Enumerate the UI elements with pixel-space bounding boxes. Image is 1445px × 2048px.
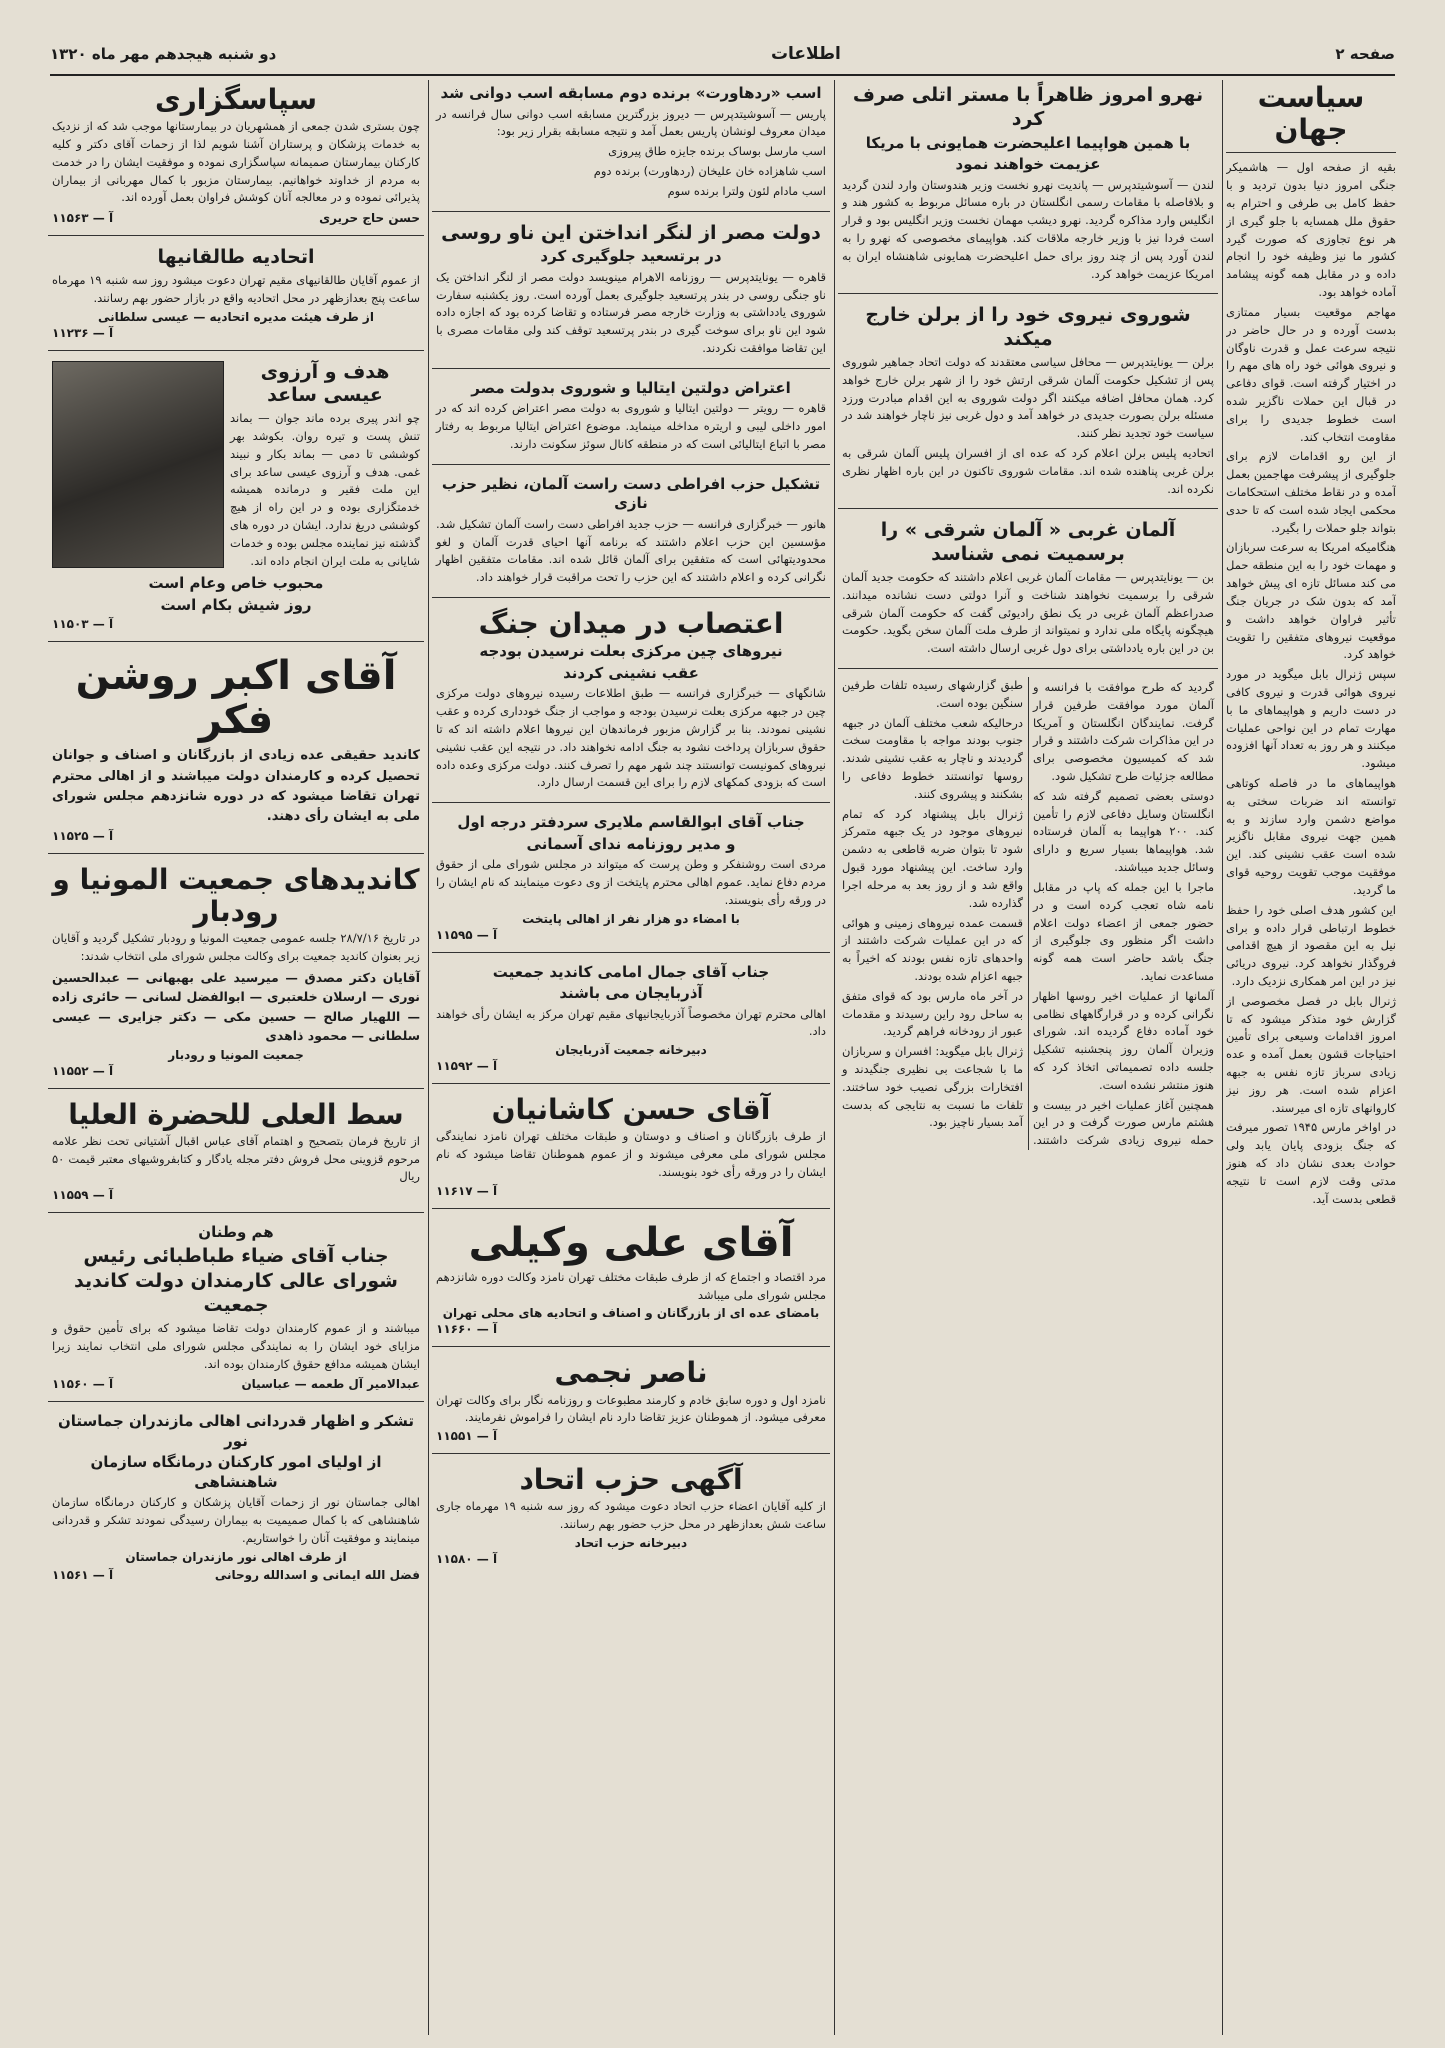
- ad-signature: با امضاء دو هزار نفر از اهالی پایتخت: [522, 911, 740, 926]
- article-body: بن — یونایتدپرس — مقامات آلمان غربی اعلام داشتند که حکومت جدید آلمان شرقی را برسمیت نخواهند شناخت و آنرا دولتی دست نشانده میدانند. صدراعظم آلمان غربی در یک نطق رادیوئی گفت که حکومت آلمان شرقی هیچگونه پایگاه ملی ندارد و نمیتواند از طرف ملت آلمان سخن بگوید. حکومت بن در این باره یادداشتی برای دول غربی ارسال داشته است.: [842, 569, 1214, 656]
- ad-body: از تاریخ فرمان بتصحیح و اهتمام آقای عباس اقبال آشتیانی تحت نظر علامه مرحوم قزوینی محل فروش دفتر مجله یادگار و کتابفروشیهای معتبر قیمت ۵۰ ریال: [52, 1133, 420, 1184]
- ad-body: کاندید حقیقی عده زیادی از بازرگانان و اصناف و جوانان تحصیل کرده و کارمندان دولت میباشند و از اهالی محترم تهران تقاضا میشود که در دوره شانزدهم مجلس شورای ملی به ایشان رأی دهند.: [52, 748, 420, 824]
- ad-saed: [48, 357, 424, 636]
- ad-title: ناصر نجمی: [554, 1356, 708, 1390]
- paragraph: آلمانها از عملیات اخیر روسها اظهار نگرانی کرده و در قرارگاههای نظامی خود آماده دفاع گردیده اند. شورای وزیران آلمان روز پنجشنبه تشکیل جلسه داده تصمیماتی اتخاذ کرد که هنوز منتشر نشده است.: [1033, 988, 1214, 1092]
- ad-title: از اولیای امور کارکنان درمانگاه سازمان شاهنشاهی: [90, 1453, 382, 1491]
- column-world-politics: [1226, 80, 1396, 2030]
- article-body: برلن — یونایتدپرس — محافل سیاسی معتقدند که دولت اتحاد جماهیر شوروی پس از تشکیل حکومت آلمان شرقی ارتش خود را از شهر برلن خارج خواهد کرد. همان محافل اضافه میکنند اگر دولت شوروی به این اقدام مبادرت ورزد مسئله برلن بصورت جدیدی در خواهد آمد و دول غربی نیز ناچار خواهند شد در سیاست خود تجدید نظر کنند.: [842, 354, 1214, 441]
- article-soviet-berlin: [838, 300, 1218, 502]
- paragraph: دوستی بعضی تصمیم گرفته شد که انگلستان وسایل دفاعی لازم را تأمین کند. ۲۰۰ هواپیما به آلمان فرستاده شد. هواپیماها بسیار سریع و دارای وسائل جدید میباشند.: [1033, 788, 1214, 875]
- article-title: شوروی نیروی خود را از برلن خارج میکند: [865, 304, 1191, 351]
- article-west-germany: [838, 515, 1218, 662]
- ad-body: از طرف بازرگانان و اصناف و دوستان و طبقات مختلف تهران نامزد نمایندگی مجلس شورای ملی معرفی میشوند و از عموم هموطنان تقاضا میشود که نام ایشان را در ورقه رأی خود بنویسند.: [436, 1129, 826, 1179]
- ad-kashanian: [432, 1090, 830, 1202]
- ad-slogan: محبوب خاص وعام است: [148, 574, 324, 593]
- ad-signature: دبیرخانه جمعیت آذربایجان: [555, 1043, 707, 1058]
- ad-mazandaran: [48, 1408, 424, 1585]
- ad-title: کاندیدهای جمعیت المونیا و رودبار: [52, 863, 420, 929]
- ad-alamut: [48, 860, 424, 1082]
- ad-title: آقای علی وکیلی: [468, 1219, 794, 1266]
- ad-body: از عموم آقایان طالقانیهای مقیم تهران دعوت میشود روز سه شنبه ۱۹ مهرماه ساعت پنج بعدازظهر در محل اتحادیه واقع در بازار حضور بهم رسانند.: [52, 273, 420, 305]
- ad-code: آ — ۱۱۵۰۳: [52, 617, 114, 632]
- ad-title: آقای حسن کاشانیان: [491, 1093, 771, 1127]
- article-body: شانگهای — خبرگزاری فرانسه — طبق اطلاعات رسیده نیروهای دولت مرکزی چین در جبهه مرکزی بعلت نرسیدن بودجه و مواجب از جنگ خودداری کرده و عقب نشینی نمودند. بنا بر گزارش مزبور فرماندهان این نیروها اعلام داشته اند که تا حقوق سربازان پرداخت نشود به جنگ ادامه نخواهند داد. در نتیجه این عقب نشینی نیروهای کمونیست توانستند چند شهر مهم را تصرف کنند. دولت مرکزی وعده داده است که بزودی کمکهای لازم را برای این قسمت ارسال دارد.: [436, 686, 826, 790]
- ad-code: آ — ۱۱۲۳۶: [52, 325, 114, 340]
- ad-title: اتحادیه طالقانیها: [157, 246, 315, 269]
- ad-body: چو اندر پیری برده ماند جوان — بماند تنش پست و تیره روان. بکوشد بهر کوششی تا دمی — بماند بکار و نبیند غمی. هدف و آرزوی عیسی ساعد برای این ملت فقیر و درمانده همیشه خدمتگزاری بوده و در این راه از هیچ کوششی دریغ ندارد. ایشان در دوره های گذشته نیز نماینده مجلس بوده و خدمات شایانی به ملت ایران انجام داده اند.: [230, 411, 420, 568]
- paragraph: قسمت عمده نیروهای زمینی و هوائی که در این عملیات شرکت داشتند از واحدهای تازه نفس بودند که اخیراً به جبهه اعزام شده بودند.: [842, 915, 1023, 983]
- article-subtitle: با همین هواپیما اعلیحضرت همایونی با مریکا: [865, 133, 1191, 152]
- ad-slogan: روز شیش بکام است: [160, 595, 312, 614]
- ad-roshanfekr: [48, 648, 424, 847]
- ad-code: آ — ۱۱۵۶۳: [52, 211, 114, 226]
- ad-body: میباشند و از عموم کارمندان دولت تقاضا میشود که برای تأمین حقوق و مزایای خود ایشان را به نمایندگی مجلس شورای ملی انتخاب نمایند زیرا ایشان همیشه مدافع حقوق کارمندان بوده اند.: [52, 1320, 420, 1371]
- paragraph: بقیه از صفحه اول — هاشمیکر جنگی امروز دنیا بدون تردید و با حفظ کامل بی طرفی و احترام به حقوق ملل همسایه با جلو گیری از هر نوع تجاوزی که صورت گیرد کشور ما نیز وظیفه خود را انجام داده و در مقابل همه گونه پیشامد آماده خواهد بود.: [1226, 160, 1396, 300]
- ad-body: مرد اقتصاد و اجتماع که از طرف طبقات مختلف تهران نامزد وکالت دوره شانزدهم مجلس شورای ملی میباشد: [436, 1269, 826, 1302]
- paragraph: مهاجم موقعیت بسیار ممتازی بدست آورده و در حال حاضر در نتیجه سرعت عمل و قدرت ناوگان و نیروی هوائی خود راه های مهم را در اختیار گرفته است. قوای دفاعی در قبال این حملات ناگزیر شده است خطوط جدیدی را برای مقاومت انتخاب کند.: [1226, 304, 1396, 444]
- article-body: پاریس — آسوشیتدپرس — دیروز بزرگترین مسابقه اسب دوانی سال فرانسه در میدان معروف لونشان پاریس بعمل آمد و نتیجه مسابقه بقرار زیر بود:: [436, 106, 826, 139]
- article-subtitle: نیروهای چین مرکزی بعلت نرسیدن بودجه: [479, 642, 783, 661]
- ad-title: سپاسگزاری: [154, 83, 318, 116]
- article-title: دولت مصر از لنگر انداختن این ناو روسی: [441, 221, 821, 244]
- ad-title: آقای اکبر روشن فکر: [75, 653, 397, 744]
- ad-code: آ — ۱۱۵۸۰: [436, 1552, 498, 1567]
- ad-vakili: [432, 1215, 830, 1341]
- ad-code: آ — ۱۱۵۶۱: [52, 1567, 114, 1582]
- ad-title: جناب آقای جمال امامی کاندید جمعیت: [492, 962, 770, 981]
- race-result: اسب مارسل بوساک برنده جایزه طاق پیروزی: [608, 144, 826, 159]
- ad-code: آ — ۱۱۵۹۵: [436, 927, 498, 942]
- paragraph: درحالیکه شعب مختلف آلمان در جبهه جنوب بودند مواجه با مقاومت سخت گردیدند و ناچار به عقب نشینی شدند. روسها توانستند خطوط دفاعی را بشکنند و پیشروی کنند.: [842, 715, 1023, 801]
- article-nehru: [838, 80, 1218, 287]
- ad-signature: عبدالامیر آل طعمه — عباسیان: [241, 1377, 420, 1392]
- paragraph: هنگامیکه امریکا به سرعت سربازان و مهمات خود را به این منطقه حمل می کند مسائل تازه ای پیش خواهد آمد که بدون شک در جریان جنگ تأثیر فراوان خواهد داشت و موقعیت نیروهای متفقین را تقویت خواهد کرد.: [1226, 540, 1396, 662]
- ad-malayeri: [432, 809, 830, 945]
- ad-book: [48, 1095, 424, 1207]
- paragraph: هواپیماهای ما در فاصله کوتاهی توانسته اند ضربات سختی به مواضع دشمن وارد سازند و به همین جهت نیروی مقابل ناگزیر شده است عقب نشینی کند. این موفقیت موجب تقویت روحیه قوای ما گردید.: [1226, 776, 1396, 897]
- page-number: صفحه ۲: [1335, 45, 1395, 63]
- ad-code: آ — ۱۱۵۶۰: [52, 1377, 114, 1392]
- article-title: آلمان غربی « آلمان شرقی » را برسمیت نمی شناسد: [880, 519, 1176, 566]
- ad-body: نامزد اول و دوره سابق خادم و کارمند مطبوعات و روزنامه نگار برای وکالت تهران معرفی میشود. از هموطنان عزیز تقاضا دارد نام ایشان را فراموش نفرمایند.: [436, 1392, 826, 1425]
- article-title: نهرو امروز ظاهراً با مستر اتلی صرف کرد: [852, 84, 1204, 130]
- ad-signature: از طرف اهالی نور مازندران جماستان: [125, 1549, 347, 1564]
- candidate-names: آقایان دکتر مصدق — میرسید علی بهبهانی — عبدالحسین نوری — ارسلان خلعتبری — ابوالفضل لسانی — حائری زاده — اللهیار صالح — حسین مکی — دکتر جزایری — عیسی سلطانی — محمود ذاهدی: [52, 970, 420, 1044]
- ad-code: آ — ۱۱۶۶۰: [436, 1322, 498, 1337]
- paragraph: این کشور هدف اصلی خود را حفظ خطوط ارتباطی قرار داده و برای نیل به این مقصود از هیچ اقدامی فروگذار نخواهد کرد. نیروی دریائی نیز در این امر همکاری نزدیک دارد.: [1226, 902, 1396, 988]
- paragraph: ماجرا با این جمله که پاپ در مقابل نامه شاه تعجب کرده است و در حضور جمعی از اعضاء دولت اعلام داشت اگر منظور وی جلوگیری از جنگ باشد حاضر است همه گونه مساعدت نماید.: [1033, 879, 1214, 983]
- column-news-2: [838, 80, 1218, 2030]
- article-subtitle: در برتسعید جلوگیری کرد: [540, 247, 722, 266]
- ad-signature: حسن حاج حریری: [319, 211, 420, 226]
- ad-code: آ — ۱۱۵۵۱: [436, 1429, 498, 1444]
- ad-title: آگهی حزب اتحاد: [519, 1463, 743, 1497]
- ad-signature: بامضای عده ای از بازرگانان و اصناف و اتحادیه های محلی تهران: [442, 1306, 820, 1321]
- column-rule: [428, 80, 429, 2035]
- article-title: اعتصاب در میدان جنگ: [478, 607, 784, 641]
- paragraph: از این رو اقدامات لازم برای جلوگیری از پیشرفت مهاجمین بعمل آمده و در نقاط مختلف استحکامات محکمی ایجاد شده است که تا حدی بتواند جلو حملات را بگیرد.: [1226, 449, 1396, 535]
- article-body: قاهره — رویتر — دولتین ایتالیا و شوروی به دولت مصر اعتراض کرده اند که در امور داخلی لیبی و اریتره مداخله مینماید. موضوع اعتراض ایتالیا مربوط به رفتار مصر با اتباع ایتالیائی است که در منطقه کانال سوئز سکونت دارند.: [436, 401, 826, 451]
- article-title: تشکیل حزب افراطی دست راست آلمان، نظیر حزب نازی: [441, 474, 821, 513]
- ad-title: جناب آقای ابوالقاسم ملایری سردفتر درجه اول: [457, 813, 805, 832]
- ad-title: جناب آقای ضیاء طباطبائی رئیس: [83, 1244, 389, 1267]
- ad-body: مردی است روشنفکر و وطن پرست که میتواند در مجلس شورای ملی از حقوق مردم دفاع نماید. عموم اهالی محترم پایتخت از وی دعوت مینمایند که نام ایشان را در ورقه رأی بنویسند.: [436, 857, 826, 907]
- ad-subtitle: آذربایجان می باشند: [559, 984, 703, 1003]
- article-body: هانور — خبرگزاری فرانسه — حزب جدید افراطی دست راست آلمان تشکیل شد. مؤسسین این حزب اعلام داشتند که برنامه آنها احیای قدرت آلمان و لغو محدودیتهائی است که متفقین برای آلمان قائل شده اند. مقامات متفقین اظهار نگرانی کرده و اعلام داشتند که این حزب را تحت مراقبت قرار خواهند داد.: [436, 516, 826, 585]
- ad-signature: جمعیت المونیا و رودبار: [168, 1047, 304, 1062]
- ad-thanks: [48, 80, 424, 229]
- article-egypt-ship: [432, 218, 830, 362]
- article-body: اتحادیه پلیس برلن اعلام کرد که عده ای از افسران پلیس آلمان شرقی به برلن غربی پناهنده شده اند. مقامات شوروی تاکنون در این باره اظهار نظری نکرده اند.: [842, 445, 1214, 496]
- ad-taleghani: [48, 242, 424, 343]
- article-strike: [432, 604, 830, 796]
- ad-code: آ — ۱۱۵۲۵: [52, 829, 114, 843]
- ad-title: تشکر و اظهار قدردانی اهالی مازندران جماستان نور: [57, 1412, 415, 1450]
- paragraph: ژنرال بابل پیشنهاد کرد که تمام نیروهای موجود در یک جبهه متمرکز شود تا بتوان ضربه قاطعی به دشمن وارد ساخت. این پیشنهاد مورد قبول واقع شد و از روز بعد به مرحله اجرا گذارده شد.: [842, 806, 1023, 910]
- ad-code: آ — ۱۱۵۹۲: [436, 1059, 498, 1074]
- article-title: اسب «ردهاورت» برنده دوم مسابقه اسب دوانی شد: [440, 84, 822, 102]
- ad-najmi: [432, 1353, 830, 1447]
- ad-title: سط العلی للحضرة العلیا: [68, 1097, 404, 1131]
- race-result: اسب شاهزاده خان علیخان (ردهاورت) برنده دوم: [593, 163, 826, 178]
- ad-title: شورای عالی کارمندان دولت کاندید جمعیت: [74, 1270, 398, 1317]
- ad-signature: از طرف هیئت مدیره اتحادیه — عیسی سلطانی: [98, 309, 374, 324]
- article-general-babel: [838, 675, 1218, 1152]
- article-subtitle: عقب نشینی کردند: [563, 663, 699, 682]
- date-line: دو شنبه هیجدهم مهر ماه ۱۳۲۰: [50, 45, 277, 63]
- ad-code: آ — ۱۱۵۵۲: [52, 1063, 114, 1078]
- page-header: [50, 34, 1395, 76]
- ad-body: اهالی جماستان نور از زحمات آقایان پزشکان و کارکنان درمانگاه سازمان شاهنشاهی که با کمال صمیمیت به بیماران رسیدگی نمودند تشکر و قدردانی مینمایند و موفقیت آنان را خواستاریم.: [52, 1495, 420, 1545]
- ad-slogan: هدف و آرزوی عیسی ساعد: [260, 360, 390, 407]
- paragraph: ژنرال بابل میگوید: افسران و سربازان ما با شجاعت بی نظیری جنگیدند و افتخارات بزرگی نصیب خود ساختند. تلفات ما نسبت به نتایجی که بدست آمد بسیار ناچیز بود.: [842, 1044, 1023, 1130]
- article-german-party: [432, 471, 830, 591]
- race-result: اسب مادام لئون ولترا برنده سوم: [667, 183, 826, 198]
- article-title: اعتراض دولتین ایتالیا و شوروی بدولت مصر: [471, 378, 791, 397]
- paragraph: گردید که طرح موافقت با فرانسه و آلمان مورد موافقت طرفین قرار گرفت. نمایندگان انگلستان و آمریکا در این مذاکرات شرکت داشتند و قرار شد که کمیسیون مخصوصی برای مطالعه جزئیات طرح تشکیل شود.: [1033, 679, 1214, 783]
- column-ads: [48, 80, 424, 2030]
- ad-code: آ — ۱۱۵۵۹: [52, 1188, 114, 1203]
- paper-name: اطلاعات: [770, 44, 841, 64]
- ad-signature: فضل الله ایمانی و اسدالله روحانی: [214, 1567, 420, 1582]
- article-body: لندن — آسوشیتدپرس — پاندیت نهرو نخست وزیر هندوستان وارد لندن گردید و بلافاصله با مقامات رسمی انگلستان در باره مسائل مربوط به کشور هند و انگلیس وارد مذاکره گردید. نهرو دیشب مهمان نخست وزیر انگلیس بود و قرار است فردا نیز با وزیر خارجه ملاقات کند. هواپیمای مخصوصی که نهرو را به لندن آورد پس از چند روز برای حمل اعلیحضرت همایونی شاهنشاه ایران به امریکا عزیمت خواهد کرد.: [842, 177, 1214, 281]
- ad-tabatabai: [48, 1219, 424, 1395]
- paragraph: در اواخر مارس ۱۹۴۵ تصور میرفت که جنگ بزودی پایان یابد ولی حوادث بعدی نشان داد که هنوز مدتی وقت لازم است تا نتیجه قطعی بدست آید.: [1226, 1120, 1396, 1206]
- column-rule: [834, 80, 835, 2035]
- ad-body: در تاریخ ۲۸/۷/۱۶ جلسه عمومی جمعیت المونیا و رودبار تشکیل گردید و آقایان زیر بعنوان کاندید جمعیت برای وکالت مجلس شورای ملی انتخاب شدند:: [52, 931, 420, 964]
- ad-signature: دبیرخانه حزب اتحاد: [574, 1536, 688, 1551]
- section-title: سیاست جهان: [1257, 81, 1365, 147]
- ad-emami: [432, 959, 830, 1078]
- article-protest: [432, 375, 830, 458]
- ad-body: اهالی محترم تهران مخصوصاً آذربایجانیهای مقیم تهران مرکز به ایشان رأی خواهند داد.: [436, 1006, 826, 1039]
- ad-ettehad-party: [432, 1460, 830, 1570]
- ad-subtitle: و مدیر روزنامه ندای آسمانی: [526, 834, 736, 853]
- column-news-3: [432, 80, 830, 2030]
- article-horse-race: [432, 80, 830, 205]
- ad-body: چون بستری شدن جمعی از همشهریان در بیمارستانها موجب شد که از نزدیک به خدمات پزشکان و پرستاران آشنا شویم لذا از زحمات آقای دکتر و کلیه کارکنان بیمارستان صمیمانه سپاسگزاری نموده و موفقیت ایشان را در خدمت به مردم از خداوند خواهانیم. بیمارستان مزبور با کمال مهربانی از بیماران پذیرائی نموده و در معالجه آنان کوشش فراوان بعمل آورده اند.: [52, 119, 420, 205]
- column-rule: [1222, 80, 1223, 2035]
- ad-code: آ — ۱۱۶۱۷: [436, 1183, 498, 1198]
- paragraph: در آخر ماه مارس بود که قوای متفق به ساحل رود راین رسیدند و مقدمات عبور از رودخانه فراهم گردید.: [842, 988, 1023, 1039]
- article-body: قاهره — یونایتدپرس — روزنامه الاهرام مینویسد دولت مصر از لنگر انداختن یک ناو جنگی روسی در بندر پرتسعید جلوگیری بعمل آورده است. روز یکشنبه سفارت شوروی یادداشتی به وزارت خارجه مصر فرستاده و تقاضا کرده بود که اجازه داده شود این ناو برای سوخت گیری در بندر پرتسعید توقف کند ولی مقامات مصری با این تقاضا موافقت نکردند.: [436, 269, 826, 356]
- ad-body: از کلیه آقایان اعضاء حزب اتحاد دعوت میشود که روز سه شنبه ۱۹ مهرماه جاری ساعت شش بعدازظهر در محل حزب حضور بهم رسانند.: [436, 1499, 826, 1532]
- paragraph: ژنرال بابل در فصل مخصوصی از گزارش خود متذکر میشود که تا امروز اقدامات وسیعی برای تأمین احتیاجات قشون بعمل آمده و عده زیادی سرباز تازه نفس به جبهه اعزام شده است. هر روز نیز کاروانهای تازه ای میرسند.: [1226, 993, 1396, 1115]
- paragraph: همچنین آغاز عملیات اخیر در بیست و هشتم مارس صورت گرفت و در این حمله نیروی زیادی شرکت داشتند. طبق گزارشهای رسیده تلفات طرفین سنگین بوده است.: [842, 677, 1214, 1148]
- article-subtitle: عزیمت خواهند نمود: [955, 155, 1101, 173]
- ad-pretitle: هم وطنان: [198, 1223, 274, 1242]
- portrait-photo: [52, 361, 224, 568]
- paragraph: سپس ژنرال بابل میگوید در مورد نیروی هوائی قدرت و نیروی کافی در دست داریم و هواپیماهای ما با مهارت تمام در این نواحی عملیات میکنند و هر روز به تعداد آنها افزوده میشود.: [1226, 667, 1396, 771]
